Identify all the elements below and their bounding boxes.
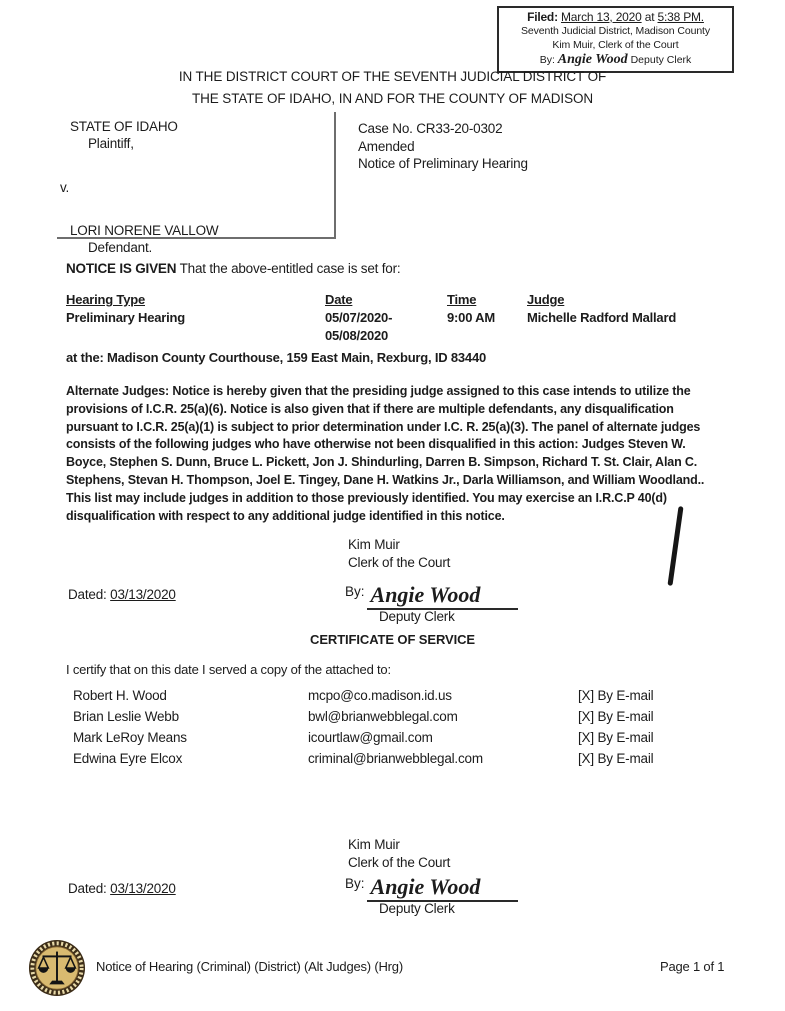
hearing-date-header: Date — [325, 292, 353, 307]
dated-line-1 — [68, 587, 176, 602]
stamp-deputy-title: Deputy Clerk — [630, 54, 692, 66]
defendant-name: LORI NORENE VALLOW — [70, 223, 219, 238]
service-recipient-name: Robert H. Wood — [73, 688, 167, 703]
dated-label-1: Dated: — [68, 587, 107, 602]
hearing-time-column — [447, 291, 522, 327]
hearing-type-column — [66, 291, 296, 327]
service-recipient-email: bwl@brianwebblegal.com — [308, 709, 458, 724]
clerk-title-2: Clerk of the Court — [348, 854, 451, 870]
clerk-name-2: Kim Muir — [348, 837, 400, 852]
hearing-judge-header: Judge — [527, 292, 565, 307]
service-table — [0, 688, 785, 772]
plaintiff-name: STATE OF IDAHO — [70, 119, 178, 134]
filed-date: March 13, 2020 — [561, 10, 642, 24]
dated-line-2 — [68, 881, 176, 896]
footer-page-number: Page 1 of 1 — [660, 959, 725, 974]
by-label-1: By: — [345, 584, 365, 599]
filed-label: Filed: — [527, 10, 558, 24]
hearing-location: at the: Madison County Courthouse, 159 East Main, Rexburg, ID 83440 — [66, 350, 487, 365]
document-title: Notice of Preliminary Hearing — [358, 156, 528, 171]
notice-line — [66, 261, 400, 276]
hearing-date-line1: 05/07/2020- — [325, 310, 393, 325]
clerk-block-1 — [348, 536, 450, 571]
filing-stamp — [497, 6, 734, 73]
filed-line — [504, 11, 727, 24]
certificate-intro: I certify that on this date I served a copy of the attached to: — [66, 662, 391, 677]
versus-label: v. — [60, 180, 70, 195]
stamp-clerk-line: Kim Muir, Clerk of the Court — [552, 39, 679, 51]
notice-rest: That the above-entitled case is set for: — [176, 261, 401, 276]
stamp-by-line — [504, 53, 727, 67]
stamp-by-label: By: — [539, 54, 555, 66]
service-method: [X] By E-mail — [578, 688, 654, 703]
court-title-line2: THE STATE OF IDAHO, IN AND FOR THE COUNTY OF MADISON — [191, 91, 594, 106]
hearing-type-header: Hearing Type — [66, 292, 145, 307]
deputy-clerk-title-2: Deputy Clerk — [379, 901, 455, 916]
service-method: [X] By E-mail — [578, 730, 654, 745]
deputy-clerk-title-1: Deputy Clerk — [379, 609, 455, 624]
service-recipient-name: Brian Leslie Webb — [73, 709, 179, 724]
deputy-clerk-signature-2: Angie Wood — [367, 876, 519, 902]
footer-doc-type: Notice of Hearing (Criminal) (District) (Alt Judges) (Hrg) — [96, 959, 403, 974]
judicial-seal-icon — [28, 939, 86, 997]
parties-caption — [60, 118, 325, 256]
filed-connector: at — [644, 10, 655, 24]
amended-label: Amended — [358, 138, 415, 154]
service-row — [0, 751, 785, 772]
service-recipient-email: mcpo@co.madison.id.us — [308, 688, 452, 703]
defendant-role: Defendant. — [88, 240, 153, 255]
notice-bold: NOTICE IS GIVEN — [66, 261, 177, 276]
by-signature-line-2 — [345, 876, 518, 902]
service-recipient-email: criminal@brianwebblegal.com — [308, 751, 483, 766]
filed-time: 5:38 PM. — [657, 10, 704, 24]
dated-label-2: Dated: — [68, 881, 107, 896]
hearing-date-line2: 05/08/2020 — [325, 328, 389, 343]
service-recipient-name: Mark LeRoy Means — [73, 730, 187, 745]
certificate-of-service-heading: CERTIFICATE OF SERVICE — [310, 632, 475, 647]
service-row — [0, 730, 785, 751]
hearing-judge-value: Michelle Radford Mallard — [527, 310, 677, 325]
dated-value-2: 03/13/2020 — [110, 881, 176, 896]
service-row — [0, 709, 785, 730]
case-info — [358, 120, 658, 173]
court-title — [0, 66, 785, 110]
alternate-judges-paragraph: Alternate Judges: Notice is hereby given that the presiding judge assigned to this case intends to utilize the provisions of I.C.R. 25(a)(6). Notice is also given that if there are multiple defendants, any disqualification pursuant to I.C.R. 25(a)(1) is subject to prior determination under I.C. R. 25(a)(3). The panel of alternate judges consists of the following judges who have otherwise not been disqualified in this action: Judges Steven W. Boyce, Stephen S. Dunn, Bruce L. Pickett, Jon J. Shindurling, Darren B. Simpson, Richard T. St. Clair, Alan C. Stephens, Stevan H. Thompson, Joel E. Tingey, Dane H. Watkins Jr., Darla Williamson, and William Woodland.. This list may include judges in addition to those previously identified. You may exercise an I.R.C.P 40(d) disqualification with respect to any additional judge identified in this notice. — [66, 384, 705, 523]
service-row — [0, 688, 785, 709]
hearing-type-value: Preliminary Hearing — [66, 310, 186, 325]
service-method: [X] By E-mail — [578, 751, 654, 766]
service-recipient-email: icourtlaw@gmail.com — [308, 730, 433, 745]
dated-value-1: 03/13/2020 — [110, 587, 176, 602]
by-label-2: By: — [345, 876, 365, 891]
hearing-judge-column — [527, 291, 737, 327]
by-signature-line-1 — [345, 584, 518, 610]
clerk-name-1: Kim Muir — [348, 537, 400, 552]
stamp-deputy-signature: Angie Wood — [557, 52, 628, 67]
plaintiff-role: Plaintiff, — [88, 136, 134, 151]
service-method: [X] By E-mail — [578, 709, 654, 724]
hearing-time-header: Time — [447, 292, 477, 307]
hearing-date-column — [325, 291, 435, 345]
clerk-block-2 — [348, 836, 450, 871]
hearing-time-value: 9:00 AM — [447, 310, 495, 325]
court-title-line1: IN THE DISTRICT COURT OF THE SEVENTH JUDICIAL DISTRICT OF — [178, 69, 607, 84]
case-number: Case No. CR33-20-0302 — [358, 121, 503, 136]
deputy-clerk-signature-1: Angie Wood — [367, 584, 519, 610]
clerk-title-1: Clerk of the Court — [348, 554, 451, 570]
stamp-district-line: Seventh Judicial District, Madison County — [520, 25, 711, 37]
service-recipient-name: Edwina Eyre Elcox — [73, 751, 183, 766]
